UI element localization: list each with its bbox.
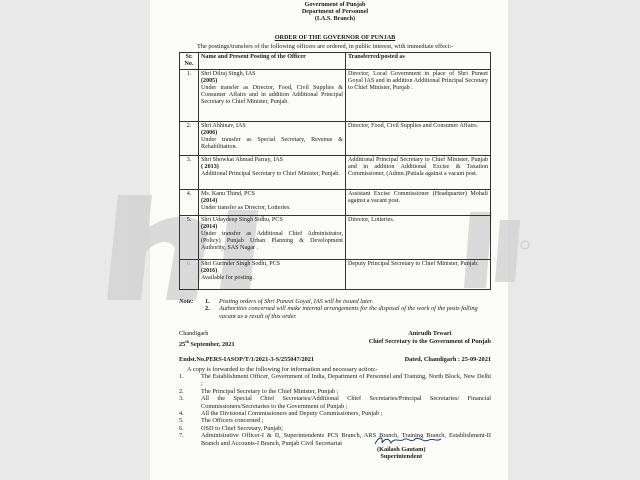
superintendent-name: (Kailash Gautam) [377,446,426,453]
officer-batch: (2014) [201,224,218,231]
table-row [180,122,491,156]
officer-batch: (2006) [201,130,218,137]
officer-cell [199,260,346,290]
present-posting: Under transfer as Special Secretary, Revenue & Rehabilitation. [201,137,343,151]
note-text: Posting orders of Shri Puneet Goyal, IAS will be issued later. [219,298,374,305]
officer-cell [199,216,346,260]
posted-as: Additional Principal Secretary to Chief Minister, Punjab and in addition Additional Excise & Taxation Commissioner, (Admn.)Patiala against a vacant post. [346,156,491,190]
list-item: 7. Administrative Officer-I & II, Superintendents PCS Branch, ARS Branch, Training Branch, Establishment-II Branch and Accounts-I Branch, Punjab Civil Secretariat [179,432,491,447]
list-item: 5. The Officers concerned ; [179,417,264,425]
order-title: ORDER OF THE GOVERNOR OF PUNJAB [274,34,396,41]
signoff-block [179,330,491,348]
row-number: 2. [180,122,199,156]
posted-as: Deputy Principal Secretary to Chief Minister, Punjab. [346,260,491,290]
present-posting: Under transfer as Additional Chief Administrator, (Policy) Punjab Urban Planning & Development Authority, SAS Nagar . [201,231,343,252]
table-row [180,260,491,290]
officer-name: Shri Abhinav, IAS [201,123,246,129]
row-number: 5. [180,216,199,260]
present-posting: Under transfer as Director, Food, Civil Supplies & Consumer Affairs and in addition Additional Principal Secretary to Chief Minister, Punjab. [201,85,343,106]
officer-batch: (2005) [201,78,218,85]
header-branch: (I.A.S. Branch) [314,15,356,22]
officer-cell [199,156,346,190]
note-label: Note: [179,298,194,305]
officer-name: Ms. Kanu Thind, PCS [201,191,255,197]
officer-cell [199,190,346,216]
posted-as: Assistant Excise Commissioner (Headquarter) Mohali against a vacant post. [346,190,491,216]
list-item: 3. All the Special Chief Secretaries/Additional Chief Secretaries/Principal Secretaries/ Financial Commissioners/Secretaries to the Government of Punjab ; [179,395,491,410]
table-row [180,216,491,260]
officer-batch: (2014) [201,198,218,205]
table-row [180,156,491,190]
note-item [179,298,491,305]
header-posted-as: Transferred/posted as [346,52,491,69]
posted-as: Director, Lotteries. [346,216,491,260]
list-item: 6. OSD to Chief Secretary, Punjab; [179,424,283,432]
signoff-left [179,330,235,348]
list-item: 2. The Principal Secretary to the Chief Minister, Punjab ; [179,387,339,395]
signoff-place: Chandigarh [179,330,209,338]
endorsement-number: Endst.No.PERS-IASOP/T/1/2021-3-S/255047/2021 [179,356,315,364]
superintendent-signature-block [377,446,425,461]
officer-batch: ( 2013) [201,164,219,171]
postings-table [179,52,491,290]
note-item [179,305,491,320]
distribution-list [179,373,491,447]
present-posting: Under transfer as Director, Lotteries. [201,205,291,212]
row-number: 1. [180,70,199,122]
endorsement-line [179,356,491,363]
list-item: 4. All the Divisional Commissioners and Deputy Commissioners, Punjab ; [179,409,383,417]
signatory-name: Anirudh Tewari [408,330,452,338]
signoff-right [369,330,491,348]
officer-name: Shri Udaydeep Singh Sidhu, PCS [201,217,283,223]
note-number: 1. [205,298,210,305]
table-row [180,70,491,122]
notes-section [179,298,491,320]
officer-batch: (2016) [201,268,218,275]
copy-forward-text: A copy is forwarded to the following for information and necessary action:- [187,365,378,373]
officer-name: Shri Showkat Ahmad Parray, IAS [201,157,284,163]
officer-name: Shri Dilraj Singh, IAS [201,71,256,77]
table-row [180,190,491,216]
list-item: 1. The Establishment Officer, Government of India, Department of Personnel and Training, North Block, New Delhi ; [179,372,491,388]
header-government: Government of Punjab [304,1,366,8]
posted-as: Director, Local Government in place of Shri Puneet Goyal IAS and in addition Additional Principal Secretary to Chief Minister, Punjab . [346,70,491,122]
handwritten-signature [373,434,443,446]
header-sr-no: Sr. No. [180,52,199,69]
officer-name: Shri Gurinder Singh Sodhi, PCS [201,261,281,267]
note-text: Authorities concerned will make internal arrangements for the disposal of the work of the posts falling vacant as a result of this order. [219,305,478,320]
signatory-designation: Chief Secretary to the Government of Punjab [368,337,491,345]
posted-as: Director, Food, Civil Supplies and Consumer Affairs. [346,122,491,156]
officer-cell [199,122,346,156]
superintendent-designation: Superintendent [380,453,423,461]
header-department: Department of Personnel [301,8,369,15]
note-number: 2. [205,305,210,313]
endorsement-date: Dated, Chandigarh : 25-09-2021 [404,356,491,364]
row-number: 3. [180,156,199,190]
row-number: 6. [180,260,199,290]
table-header-row [180,52,491,69]
officer-cell [199,70,346,122]
signoff-date: 25th September, 2021 [179,338,235,348]
present-posting: Additional Principal Secretary to Chief Minister, Punjab. [201,171,340,178]
present-posting: Available for posting. [201,275,254,282]
intro-text: The postings/transfers of the following officers are ordered, in public interest, with immediate effect:- [197,43,454,51]
header-name: Name and Present Posting of the Officer [199,52,346,69]
row-number: 4. [180,190,199,216]
